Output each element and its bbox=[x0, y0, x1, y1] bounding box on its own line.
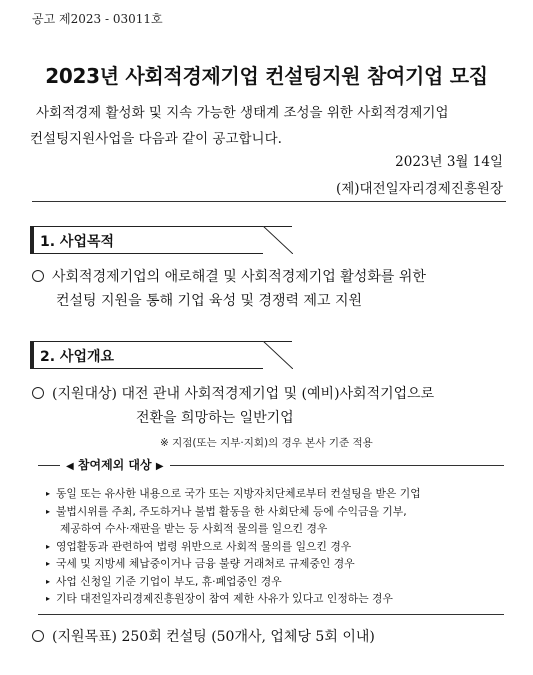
exclusion-item-continuation: 제공하여 수사·재판을 받는 등 사회적 물의를 일으킨 경우 bbox=[60, 522, 328, 535]
small-triangle-bullet-icon: ▸ bbox=[46, 576, 51, 586]
right-triangle-icon: ▶ bbox=[155, 461, 164, 472]
exclusion-item bbox=[46, 503, 502, 521]
exclusion-box bbox=[38, 458, 504, 615]
notice-number: 공고 제2023 - 03011호 bbox=[32, 12, 163, 26]
section-2-heading bbox=[30, 341, 292, 369]
exclusion-item bbox=[46, 555, 502, 573]
header-divider bbox=[32, 201, 506, 202]
support-goal bbox=[32, 626, 375, 648]
page-title: 2023년 사회적경제기업 컨설팅지원 참여기업 모집 bbox=[45, 64, 488, 88]
support-target-line-1: (지원대상) 대전 관내 사회적경제기업 및 (예비)사회적기업으로 bbox=[52, 386, 435, 402]
small-triangle-bullet-icon: ▸ bbox=[46, 594, 51, 603]
small-triangle-bullet-icon: ▸ bbox=[46, 506, 51, 516]
intro-line-2: 컨설팅지원사업을 다음과 같이 공고합니다. bbox=[30, 131, 282, 147]
exclusion-item bbox=[46, 590, 502, 608]
section-1-heading-label: 1. 사업목적 bbox=[40, 234, 115, 250]
section-1-heading bbox=[30, 226, 292, 254]
circle-bullet-icon bbox=[32, 387, 44, 399]
section-2-heading-slant bbox=[263, 341, 293, 369]
section-2-heading-bar bbox=[30, 342, 34, 368]
support-goal-text: (지원목표) 250회 컨설팅 (50개사, 업체당 5회 이내) bbox=[52, 629, 375, 645]
notice-date: 2023년 3월 14일 bbox=[395, 154, 503, 170]
exclusion-title-label: 참여제외 대상 bbox=[77, 458, 152, 472]
exclusion-item-text: 국세 및 지방세 체납중이거나 금융 불량 거래처로 규제중인 경우 bbox=[56, 557, 355, 570]
exclusion-box-title bbox=[60, 456, 170, 473]
section-1-heading-slant bbox=[263, 226, 293, 254]
exclusion-item-text: 기타 대전일자리경제진흥원장이 참여 제한 사유가 있다고 인정하는 경우 bbox=[56, 592, 393, 605]
left-triangle-icon: ◀ bbox=[66, 461, 74, 472]
intro-line-1: 사회적경제 활성화 및 지속 가능한 생태계 조성을 위한 사회적경제기업 bbox=[36, 105, 449, 121]
small-triangle-bullet-icon: ▸ bbox=[46, 489, 51, 498]
section-1-bullet-line-2: 컨설팅 지원을 통해 기업 육성 및 경쟁력 제고 지원 bbox=[56, 293, 363, 309]
circle-bullet-icon bbox=[32, 270, 44, 282]
section-2-heading-label: 2. 사업개요 bbox=[40, 349, 115, 365]
section-1-bullet bbox=[32, 266, 426, 288]
support-target-line-2: 전환을 희망하는 일반기업 bbox=[136, 410, 294, 426]
exclusion-item-text: 사업 신청일 기준 기업이 부도, 휴·폐업중인 경우 bbox=[56, 574, 282, 588]
exclusion-item bbox=[46, 485, 502, 503]
exclusion-item-text: 불법시위를 주최, 주도하거나 불법 활동을 한 사회단체 등에 수익금을 기부, bbox=[56, 504, 407, 518]
section-1-heading-bar bbox=[30, 227, 34, 253]
exclusion-item-text: 영업활동과 관련하여 법령 위반으로 사회적 물의를 일으킨 경우 bbox=[56, 539, 352, 553]
section-1-bullet-line-1: 사회적경제기업의 애로해결 및 사회적경제기업 활성화를 위한 bbox=[52, 269, 426, 285]
exclusion-item bbox=[46, 538, 502, 556]
intro-paragraph bbox=[30, 100, 510, 152]
issuing-organization: (제)대전일자리경제진흥원장 bbox=[335, 181, 503, 197]
small-triangle-bullet-icon: ▸ bbox=[46, 559, 51, 568]
small-triangle-bullet-icon: ▸ bbox=[46, 541, 51, 551]
support-target bbox=[32, 383, 434, 405]
exclusion-item-text: 동일 또는 유사한 내용으로 국가 또는 지방자치단체로부터 컨설팅을 받은 기업 bbox=[56, 487, 421, 500]
exclusion-item bbox=[46, 573, 502, 591]
exclusion-list bbox=[46, 485, 502, 608]
branch-note: ※ 지점(또는 지부·지회)의 경우 본사 기준 적용 bbox=[160, 437, 373, 449]
circle-bullet-icon bbox=[32, 630, 44, 642]
